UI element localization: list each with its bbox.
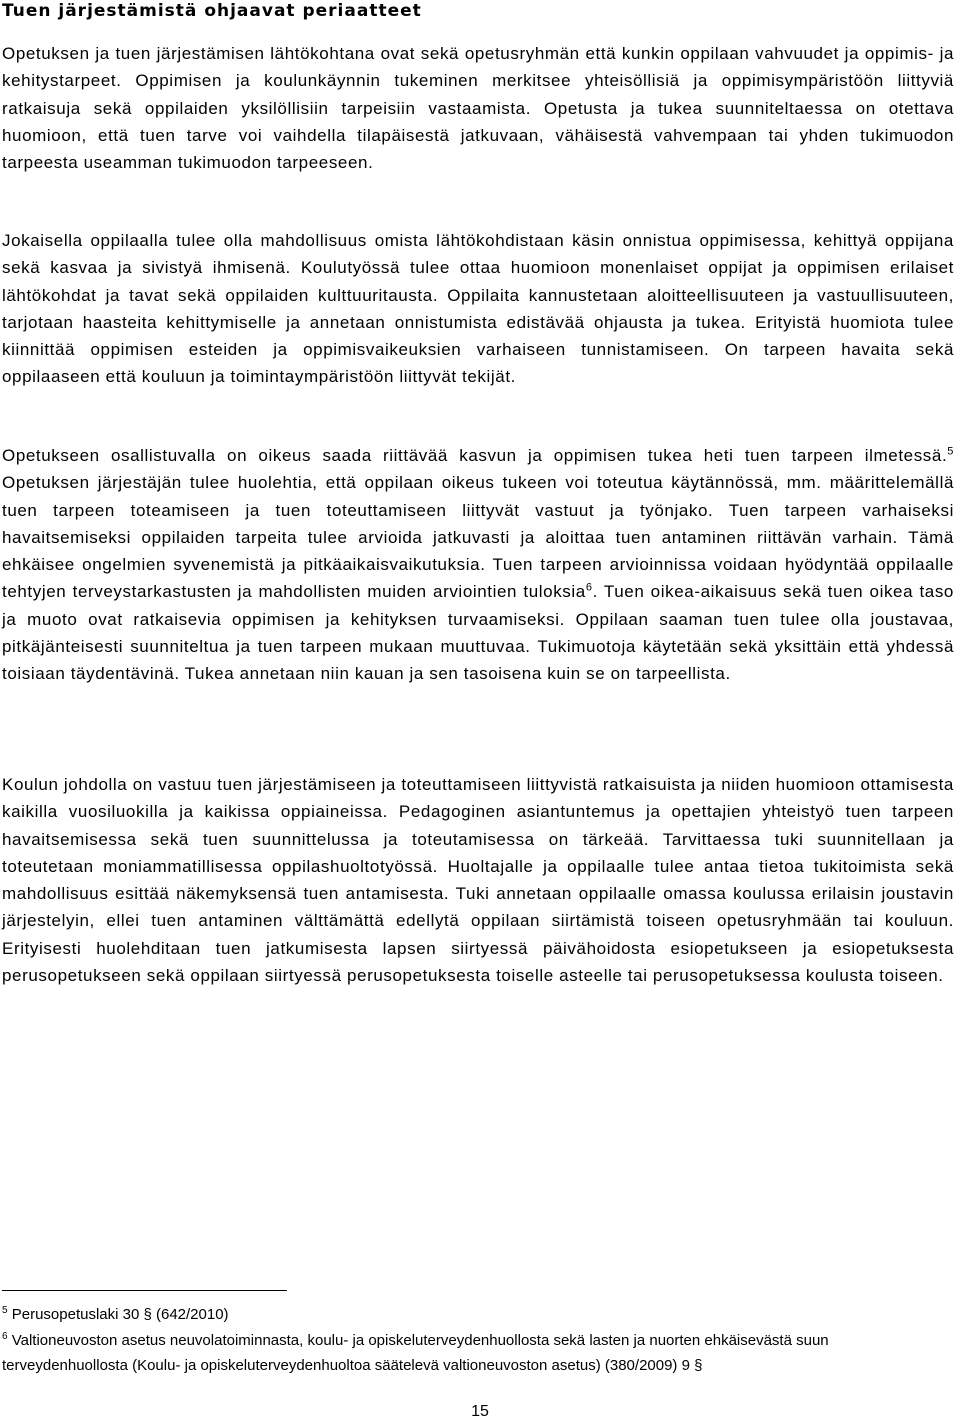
footnote-number: 5 bbox=[2, 1305, 8, 1316]
footnote-separator bbox=[2, 1290, 287, 1291]
page-number: 15 bbox=[471, 1403, 489, 1420]
paragraph-school-leadership: Koulun johdolla on vastuu tuen järjestämiseen ja toteuttamiseen liittyvistä ratkaisuista ja niiden huomioon ottamisesta kaikilla vuosiluokilla ja kaikissa oppiaineissa. Pedagoginen asiantuntemus ja opettajien yhteistyö tuen tarpeen havaitsemisessa sekä tuen suunnittelussa ja toteutamisessa on tärkeää. Tarvittaessa tuki suunnitellaan ja toteutetaan moniammatillisessa oppilashuoltotyössä. Huoltajalle ja oppilaalle tulee antaa tietoa tukitoimista sekä mahdollisuus esittää näkemyksensä tuen antamisesta. Tuki annetaan oppilaalle omassa koulussa erilaisin joustavin järjestelyin, ellei tuen antaminen välttämättä edellytä oppilaan siirtämistä toiseen opetusryhmään tai kouluun. Erityisesti huolehditaan tuen jatkumisesta lapsen siirtyessä päivähoidosta esiopetukseen ja esiopetuksesta perusopetukseen sekä oppilaan siirtyessä perusopetuksesta toiselle asteelle tai perusopetuksessa koulusta toiseen. bbox=[2, 775, 954, 986]
footnote-text: Perusopetuslaki 30 § (642/2010) bbox=[11, 1306, 229, 1323]
section-heading: Tuen järjestämistä ohjaavat periaatteet bbox=[2, 1, 422, 21]
footnote bbox=[2, 1328, 952, 1378]
footnote-reference: 5 bbox=[947, 445, 954, 458]
footnote-text: Valtioneuvoston asetus neuvolatoiminnasta, koulu- ja opiskeluterveydenhuollosta sekä lasten ja nuorten ehkäisevästä suun terveydenhuollosta (Koulu- ja opiskeluterveydenhuoltoa säätelevä valtioneuvoston asetus) (380/2009) 9 § bbox=[2, 1332, 829, 1374]
paragraph-text: Opetukseen osallistuvalla on oikeus saada riittävää kasvun ja oppimisen tukea heti tuen tarpeen ilmetessä. bbox=[2, 446, 948, 465]
paragraph-text: . Tuen oikea-aikaisuus sekä tuen oikea taso ja muoto ovat ratkaisevia oppimisen ja kehityksen turvaamiseksi. Oppilaan saaman tuen tulee olla joustavaa, pitkäjänteisesti suunniteltua ja tuen tarpeen mukaan muuttuvaa. Tukimuotoja käytetään sekä yksittäin että yhdessä toisiaan täydentävinä. Tukea annetaan niin kauan ja sen tasoisena kuin se on tarpeellista. bbox=[2, 582, 954, 684]
footnote-reference: 6 bbox=[585, 581, 593, 594]
paragraph-every-student: Jokaisella oppilaalla tulee olla mahdollisuus omista lähtökohdistaan käsin onnistua oppimisessa, kehittyä oppijana sekä kasvaa ja sivistyä ihmisenä. Koulutyössä tulee ottaa huomioon monenlaiset oppijat ja oppimisen erilaiset lähtökohdat ja tavat sekä oppilaiden kulttuuritausta. Oppilaita kannustetaan aloitteellisuuteen ja vastuullisuuteen, tarjotaan haasteita kehittymiselle ja annetaan onnistumista edistävää ohjausta ja tukea. Erityistä huomiota tulee kiinnittää oppimisen esteiden ja oppimisvaikeuksien varhaiseen tunnistamiseen. On tarpeen havaita sekä oppilaaseen että kouluun ja toimintaympäristöön liittyvät tekijät. bbox=[2, 231, 954, 387]
footnote-number: 6 bbox=[2, 1331, 8, 1342]
paragraph-principles: Opetuksen ja tuen järjestämisen lähtökohtana ovat sekä opetusryhmän että kunkin oppilaan vahvuudet ja oppimis- ja kehitystarpeet. Oppimisen ja koulunkäynnin tukeminen merkitsee yhteisöllisiä ja oppimisympäristöön liittyviä ratkaisuja sekä oppilaiden yksilöllisiin tarpeisiin vastaamista. Opetusta ja tukea suunniteltaessa on otettava huomioon, että tuen tarve voi vaihdella tilapäisestä jatkuvaan, vähäisestä vahvempaan tai yhden tukimuodon tarpeesta useamman tukimuodon tarpeeseen. bbox=[2, 44, 954, 173]
paragraph-text: Opetuksen järjestäjän tulee huolehtia, että oppilaan oikeus tukeen voi toteutua käytännössä, mm. määrittelemällä tuen tarpeen toteamiseen ja tuen toteuttamiseen liittyvät vastuut ja työnjako. Tuen tarpeen varhaiseksi havaitsemiseksi oppilaiden tarpeita tulee arvioida jatkuvasti ja aloittaa tuen antaminen riittävän varhain. Tämä ehkäisee ongelmien syvenemistä ja pitkäaikaisvaikutuksia. Tuen tarpeen arvioinnissa voidaan hyödyntää oppilaalle tehtyjen terveystarkastusten ja mahdollisten muiden arviointien tuloksia bbox=[2, 473, 954, 602]
paragraph-right-to-support bbox=[2, 442, 954, 688]
footnote bbox=[2, 1302, 952, 1327]
